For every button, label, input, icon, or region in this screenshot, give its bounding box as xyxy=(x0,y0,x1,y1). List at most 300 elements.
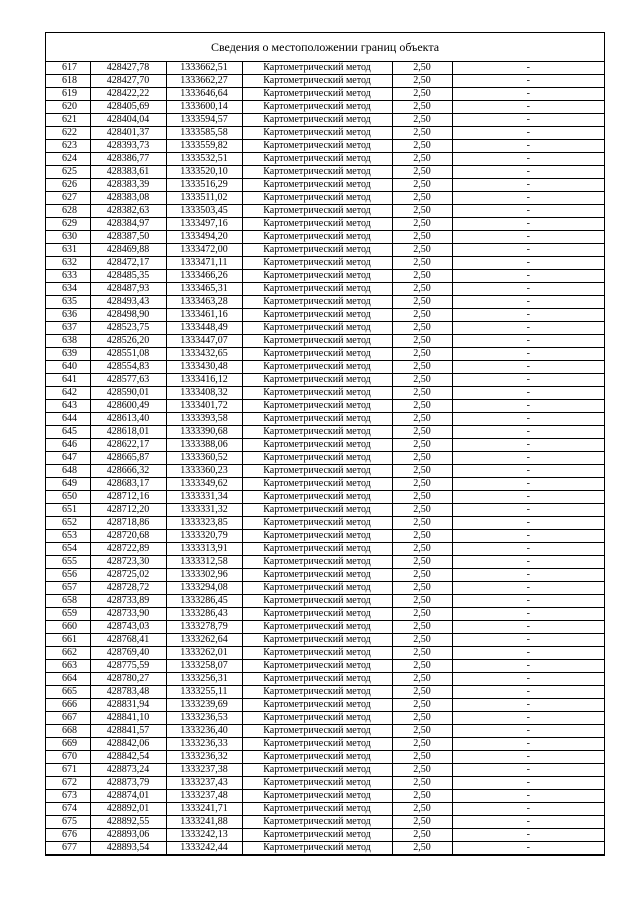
method-cell: Картометрический метод xyxy=(242,725,392,738)
point-number-cell: 631 xyxy=(46,244,90,257)
accuracy-cell: 2,50 xyxy=(392,777,452,790)
point-number-cell: 660 xyxy=(46,621,90,634)
table-row xyxy=(46,127,604,140)
point-number-cell: 661 xyxy=(46,634,90,647)
method-cell: Картометрический метод xyxy=(242,75,392,88)
coordinate-y-cell: 1333241,71 xyxy=(166,803,242,816)
note-cell: - xyxy=(452,478,604,491)
table-row xyxy=(46,790,604,803)
accuracy-cell: 2,50 xyxy=(392,673,452,686)
accuracy-cell: 2,50 xyxy=(392,426,452,439)
method-cell: Картометрический метод xyxy=(242,179,392,192)
coordinate-x-cell: 428665,87 xyxy=(90,452,166,465)
coordinate-x-cell: 428893,54 xyxy=(90,842,166,855)
note-cell: - xyxy=(452,452,604,465)
coordinate-x-cell: 428383,08 xyxy=(90,192,166,205)
point-number-cell: 634 xyxy=(46,283,90,296)
method-cell: Картометрический метод xyxy=(242,296,392,309)
point-number-cell: 656 xyxy=(46,569,90,582)
point-number-cell: 645 xyxy=(46,426,90,439)
point-number-cell: 622 xyxy=(46,127,90,140)
method-cell: Картометрический метод xyxy=(242,205,392,218)
coordinate-y-cell: 1333242,44 xyxy=(166,842,242,855)
table-row xyxy=(46,829,604,842)
table-row xyxy=(46,101,604,114)
note-cell: - xyxy=(452,634,604,647)
point-number-cell: 636 xyxy=(46,309,90,322)
note-cell: - xyxy=(452,179,604,192)
point-number-cell: 627 xyxy=(46,192,90,205)
note-cell: - xyxy=(452,283,604,296)
note-cell: - xyxy=(452,517,604,530)
coordinate-x-cell: 428723,30 xyxy=(90,556,166,569)
coordinate-x-cell: 428874,01 xyxy=(90,790,166,803)
point-number-cell: 672 xyxy=(46,777,90,790)
table-row xyxy=(46,452,604,465)
coordinate-y-cell: 1333278,79 xyxy=(166,621,242,634)
point-number-cell: 638 xyxy=(46,335,90,348)
method-cell: Картометрический метод xyxy=(242,426,392,439)
method-cell: Картометрический метод xyxy=(242,400,392,413)
accuracy-cell: 2,50 xyxy=(392,517,452,530)
method-cell: Картометрический метод xyxy=(242,270,392,283)
note-cell: - xyxy=(452,660,604,673)
coordinate-x-cell: 428892,01 xyxy=(90,803,166,816)
coordinate-x-cell: 428873,79 xyxy=(90,777,166,790)
method-cell: Картометрический метод xyxy=(242,478,392,491)
note-cell: - xyxy=(452,413,604,426)
coordinate-x-cell: 428577,63 xyxy=(90,374,166,387)
note-cell: - xyxy=(452,101,604,114)
coordinate-y-cell: 1333465,31 xyxy=(166,283,242,296)
coordinate-x-cell: 428841,57 xyxy=(90,725,166,738)
note-cell: - xyxy=(452,582,604,595)
method-cell: Картометрический метод xyxy=(242,322,392,335)
coordinate-y-cell: 1333662,51 xyxy=(166,62,242,75)
method-cell: Картометрический метод xyxy=(242,647,392,660)
point-number-cell: 621 xyxy=(46,114,90,127)
accuracy-cell: 2,50 xyxy=(392,569,452,582)
point-number-cell: 633 xyxy=(46,270,90,283)
coordinate-x-cell: 428733,90 xyxy=(90,608,166,621)
note-cell: - xyxy=(452,751,604,764)
coordinate-x-cell: 428780,27 xyxy=(90,673,166,686)
coordinate-x-cell: 428401,37 xyxy=(90,127,166,140)
point-number-cell: 669 xyxy=(46,738,90,751)
note-cell: - xyxy=(452,816,604,829)
accuracy-cell: 2,50 xyxy=(392,712,452,725)
accuracy-cell: 2,50 xyxy=(392,491,452,504)
coordinate-x-cell: 428523,75 xyxy=(90,322,166,335)
point-number-cell: 628 xyxy=(46,205,90,218)
method-cell: Картометрический метод xyxy=(242,634,392,647)
table-row xyxy=(46,439,604,452)
point-number-cell: 675 xyxy=(46,816,90,829)
note-cell: - xyxy=(452,790,604,803)
coordinate-y-cell: 1333262,64 xyxy=(166,634,242,647)
accuracy-cell: 2,50 xyxy=(392,114,452,127)
coordinate-y-cell: 1333532,51 xyxy=(166,153,242,166)
note-cell: - xyxy=(452,153,604,166)
point-number-cell: 624 xyxy=(46,153,90,166)
coordinate-x-cell: 428551,08 xyxy=(90,348,166,361)
coordinate-y-cell: 1333393,58 xyxy=(166,413,242,426)
method-cell: Картометрический метод xyxy=(242,127,392,140)
method-cell: Картометрический метод xyxy=(242,712,392,725)
note-cell: - xyxy=(452,504,604,517)
accuracy-cell: 2,50 xyxy=(392,530,452,543)
note-cell: - xyxy=(452,361,604,374)
table-row xyxy=(46,738,604,751)
method-cell: Картометрический метод xyxy=(242,452,392,465)
note-cell: - xyxy=(452,764,604,777)
note-cell: - xyxy=(452,400,604,413)
coordinate-x-cell: 428892,55 xyxy=(90,816,166,829)
point-number-cell: 663 xyxy=(46,660,90,673)
method-cell: Картометрический метод xyxy=(242,751,392,764)
point-number-cell: 649 xyxy=(46,478,90,491)
accuracy-cell: 2,50 xyxy=(392,231,452,244)
note-cell: - xyxy=(452,296,604,309)
coordinate-x-cell: 428783,48 xyxy=(90,686,166,699)
coordinate-y-cell: 1333430,48 xyxy=(166,361,242,374)
method-cell: Картометрический метод xyxy=(242,543,392,556)
table-row xyxy=(46,270,604,283)
point-number-cell: 647 xyxy=(46,452,90,465)
table-row xyxy=(46,842,604,855)
accuracy-cell: 2,50 xyxy=(392,361,452,374)
coordinate-x-cell: 428493,43 xyxy=(90,296,166,309)
coordinate-y-cell: 1333559,82 xyxy=(166,140,242,153)
accuracy-cell: 2,50 xyxy=(392,725,452,738)
coordinate-y-cell: 1333312,58 xyxy=(166,556,242,569)
note-cell: - xyxy=(452,738,604,751)
coordinate-y-cell: 1333313,91 xyxy=(166,543,242,556)
coordinate-x-cell: 428769,40 xyxy=(90,647,166,660)
table-row xyxy=(46,309,604,322)
accuracy-cell: 2,50 xyxy=(392,608,452,621)
note-cell: - xyxy=(452,374,604,387)
coordinate-y-cell: 1333401,72 xyxy=(166,400,242,413)
method-cell: Картометрический метод xyxy=(242,374,392,387)
note-cell: - xyxy=(452,725,604,738)
coordinate-x-cell: 428554,83 xyxy=(90,361,166,374)
note-cell: - xyxy=(452,322,604,335)
method-cell: Картометрический метод xyxy=(242,621,392,634)
note-cell: - xyxy=(452,218,604,231)
method-cell: Картометрический метод xyxy=(242,842,392,855)
point-number-cell: 666 xyxy=(46,699,90,712)
accuracy-cell: 2,50 xyxy=(392,257,452,270)
point-number-cell: 652 xyxy=(46,517,90,530)
method-cell: Картометрический метод xyxy=(242,686,392,699)
accuracy-cell: 2,50 xyxy=(392,543,452,556)
coordinate-x-cell: 428775,59 xyxy=(90,660,166,673)
coordinate-y-cell: 1333331,32 xyxy=(166,504,242,517)
accuracy-cell: 2,50 xyxy=(392,244,452,257)
method-cell: Картометрический метод xyxy=(242,335,392,348)
note-cell: - xyxy=(452,465,604,478)
point-number-cell: 654 xyxy=(46,543,90,556)
table-row xyxy=(46,166,604,179)
note-cell: - xyxy=(452,621,604,634)
note-cell: - xyxy=(452,244,604,257)
accuracy-cell: 2,50 xyxy=(392,478,452,491)
table-row xyxy=(46,777,604,790)
note-cell: - xyxy=(452,270,604,283)
method-cell: Картометрический метод xyxy=(242,504,392,517)
table-row xyxy=(46,179,604,192)
coordinate-x-cell: 428387,50 xyxy=(90,231,166,244)
coordinate-y-cell: 1333360,52 xyxy=(166,452,242,465)
coordinate-y-cell: 1333494,20 xyxy=(166,231,242,244)
method-cell: Картометрический метод xyxy=(242,439,392,452)
method-cell: Картометрический метод xyxy=(242,140,392,153)
accuracy-cell: 2,50 xyxy=(392,413,452,426)
point-number-cell: 671 xyxy=(46,764,90,777)
note-cell: - xyxy=(452,231,604,244)
coordinate-x-cell: 428725,02 xyxy=(90,569,166,582)
coordinate-y-cell: 1333236,40 xyxy=(166,725,242,738)
table-row xyxy=(46,543,604,556)
point-number-cell: 625 xyxy=(46,166,90,179)
point-number-cell: 676 xyxy=(46,829,90,842)
accuracy-cell: 2,50 xyxy=(392,764,452,777)
note-cell: - xyxy=(452,166,604,179)
accuracy-cell: 2,50 xyxy=(392,504,452,517)
coordinate-x-cell: 428712,20 xyxy=(90,504,166,517)
coordinate-x-cell: 428498,90 xyxy=(90,309,166,322)
table-row xyxy=(46,582,604,595)
table-row xyxy=(46,205,604,218)
method-cell: Картометрический метод xyxy=(242,530,392,543)
point-number-cell: 629 xyxy=(46,218,90,231)
table-row xyxy=(46,556,604,569)
coordinate-x-cell: 428590,01 xyxy=(90,387,166,400)
method-cell: Картометрический метод xyxy=(242,283,392,296)
coordinate-y-cell: 1333466,26 xyxy=(166,270,242,283)
method-cell: Картометрический метод xyxy=(242,517,392,530)
note-cell: - xyxy=(452,140,604,153)
table-row xyxy=(46,725,604,738)
point-number-cell: 619 xyxy=(46,88,90,101)
method-cell: Картометрический метод xyxy=(242,803,392,816)
table-row xyxy=(46,465,604,478)
note-cell: - xyxy=(452,803,604,816)
method-cell: Картометрический метод xyxy=(242,569,392,582)
coordinate-x-cell: 428722,89 xyxy=(90,543,166,556)
table-row xyxy=(46,244,604,257)
note-cell: - xyxy=(452,75,604,88)
point-number-cell: 655 xyxy=(46,556,90,569)
coordinate-x-cell: 428393,73 xyxy=(90,140,166,153)
table-row xyxy=(46,335,604,348)
accuracy-cell: 2,50 xyxy=(392,751,452,764)
table-row xyxy=(46,751,604,764)
point-number-cell: 677 xyxy=(46,842,90,855)
method-cell: Картометрический метод xyxy=(242,413,392,426)
accuracy-cell: 2,50 xyxy=(392,595,452,608)
point-number-cell: 670 xyxy=(46,751,90,764)
table-row xyxy=(46,218,604,231)
note-cell: - xyxy=(452,127,604,140)
point-number-cell: 667 xyxy=(46,712,90,725)
method-cell: Картометрический метод xyxy=(242,829,392,842)
note-cell: - xyxy=(452,647,604,660)
table-row xyxy=(46,595,604,608)
coordinate-y-cell: 1333286,43 xyxy=(166,608,242,621)
point-number-cell: 635 xyxy=(46,296,90,309)
accuracy-cell: 2,50 xyxy=(392,387,452,400)
coordinate-x-cell: 428683,17 xyxy=(90,478,166,491)
coordinate-y-cell: 1333520,10 xyxy=(166,166,242,179)
table-row xyxy=(46,75,604,88)
coordinate-x-cell: 428733,89 xyxy=(90,595,166,608)
accuracy-cell: 2,50 xyxy=(392,348,452,361)
point-number-cell: 650 xyxy=(46,491,90,504)
note-cell: - xyxy=(452,543,604,556)
table-row xyxy=(46,88,604,101)
point-number-cell: 643 xyxy=(46,400,90,413)
coordinate-y-cell: 1333331,34 xyxy=(166,491,242,504)
note-cell: - xyxy=(452,491,604,504)
method-cell: Картометрический метод xyxy=(242,153,392,166)
coordinate-x-cell: 428831,94 xyxy=(90,699,166,712)
point-number-cell: 659 xyxy=(46,608,90,621)
table-row xyxy=(46,517,604,530)
table-row xyxy=(46,283,604,296)
point-number-cell: 658 xyxy=(46,595,90,608)
coordinate-y-cell: 1333390,68 xyxy=(166,426,242,439)
method-cell: Картометрический метод xyxy=(242,361,392,374)
table-row xyxy=(46,699,604,712)
coordinate-x-cell: 428841,10 xyxy=(90,712,166,725)
accuracy-cell: 2,50 xyxy=(392,62,452,75)
table-row xyxy=(46,803,604,816)
method-cell: Картометрический метод xyxy=(242,595,392,608)
coordinate-y-cell: 1333237,43 xyxy=(166,777,242,790)
coordinate-y-cell: 1333237,38 xyxy=(166,764,242,777)
method-cell: Картометрический метод xyxy=(242,231,392,244)
coordinate-y-cell: 1333294,08 xyxy=(166,582,242,595)
accuracy-cell: 2,50 xyxy=(392,140,452,153)
coordinate-y-cell: 1333320,79 xyxy=(166,530,242,543)
coordinate-y-cell: 1333416,12 xyxy=(166,374,242,387)
note-cell: - xyxy=(452,608,604,621)
coordinate-y-cell: 1333448,49 xyxy=(166,322,242,335)
accuracy-cell: 2,50 xyxy=(392,374,452,387)
method-cell: Картометрический метод xyxy=(242,218,392,231)
accuracy-cell: 2,50 xyxy=(392,192,452,205)
table-row xyxy=(46,348,604,361)
accuracy-cell: 2,50 xyxy=(392,153,452,166)
accuracy-cell: 2,50 xyxy=(392,465,452,478)
coordinate-x-cell: 428427,78 xyxy=(90,62,166,75)
table-row xyxy=(46,153,604,166)
point-number-cell: 626 xyxy=(46,179,90,192)
coordinate-y-cell: 1333262,01 xyxy=(166,647,242,660)
accuracy-cell: 2,50 xyxy=(392,452,452,465)
coordinate-y-cell: 1333256,31 xyxy=(166,673,242,686)
note-cell: - xyxy=(452,114,604,127)
coordinate-x-cell: 428469,88 xyxy=(90,244,166,257)
method-cell: Картометрический метод xyxy=(242,88,392,101)
note-cell: - xyxy=(452,387,604,400)
accuracy-cell: 2,50 xyxy=(392,582,452,595)
coordinate-y-cell: 1333360,23 xyxy=(166,465,242,478)
coordinate-x-cell: 428383,39 xyxy=(90,179,166,192)
point-number-cell: 653 xyxy=(46,530,90,543)
coordinate-y-cell: 1333472,00 xyxy=(166,244,242,257)
table-row xyxy=(46,660,604,673)
method-cell: Картометрический метод xyxy=(242,816,392,829)
coordinate-x-cell: 428384,97 xyxy=(90,218,166,231)
table-row xyxy=(46,816,604,829)
method-cell: Картометрический метод xyxy=(242,738,392,751)
coordinate-x-cell: 428720,68 xyxy=(90,530,166,543)
table-row xyxy=(46,192,604,205)
coordinate-y-cell: 1333447,07 xyxy=(166,335,242,348)
coordinates-table xyxy=(46,62,604,855)
method-cell: Картометрический метод xyxy=(242,465,392,478)
accuracy-cell: 2,50 xyxy=(392,816,452,829)
accuracy-cell: 2,50 xyxy=(392,166,452,179)
note-cell: - xyxy=(452,699,604,712)
coordinate-y-cell: 1333471,11 xyxy=(166,257,242,270)
accuracy-cell: 2,50 xyxy=(392,75,452,88)
method-cell: Картометрический метод xyxy=(242,790,392,803)
method-cell: Картометрический метод xyxy=(242,660,392,673)
point-number-cell: 644 xyxy=(46,413,90,426)
accuracy-cell: 2,50 xyxy=(392,270,452,283)
coordinate-y-cell: 1333516,29 xyxy=(166,179,242,192)
accuracy-cell: 2,50 xyxy=(392,803,452,816)
coordinate-x-cell: 428842,06 xyxy=(90,738,166,751)
point-number-cell: 630 xyxy=(46,231,90,244)
coordinate-y-cell: 1333408,32 xyxy=(166,387,242,400)
coordinate-x-cell: 428728,72 xyxy=(90,582,166,595)
method-cell: Картометрический метод xyxy=(242,608,392,621)
accuracy-cell: 2,50 xyxy=(392,699,452,712)
method-cell: Картометрический метод xyxy=(242,62,392,75)
point-number-cell: 651 xyxy=(46,504,90,517)
coordinate-x-cell: 428873,24 xyxy=(90,764,166,777)
table-row xyxy=(46,712,604,725)
method-cell: Картометрический метод xyxy=(242,491,392,504)
accuracy-cell: 2,50 xyxy=(392,660,452,673)
table-row xyxy=(46,504,604,517)
method-cell: Картометрический метод xyxy=(242,192,392,205)
coordinate-x-cell: 428666,32 xyxy=(90,465,166,478)
note-cell: - xyxy=(452,673,604,686)
coordinate-y-cell: 1333349,62 xyxy=(166,478,242,491)
table-row xyxy=(46,686,604,699)
point-number-cell: 642 xyxy=(46,387,90,400)
accuracy-cell: 2,50 xyxy=(392,101,452,114)
coordinate-y-cell: 1333239,69 xyxy=(166,699,242,712)
coordinate-y-cell: 1333258,07 xyxy=(166,660,242,673)
table-row xyxy=(46,608,604,621)
coordinate-y-cell: 1333236,53 xyxy=(166,712,242,725)
coordinate-x-cell: 428768,41 xyxy=(90,634,166,647)
table-row xyxy=(46,569,604,582)
table-row xyxy=(46,426,604,439)
coordinate-x-cell: 428485,35 xyxy=(90,270,166,283)
method-cell: Картометрический метод xyxy=(242,244,392,257)
accuracy-cell: 2,50 xyxy=(392,842,452,855)
note-cell: - xyxy=(452,335,604,348)
table-row xyxy=(46,257,604,270)
